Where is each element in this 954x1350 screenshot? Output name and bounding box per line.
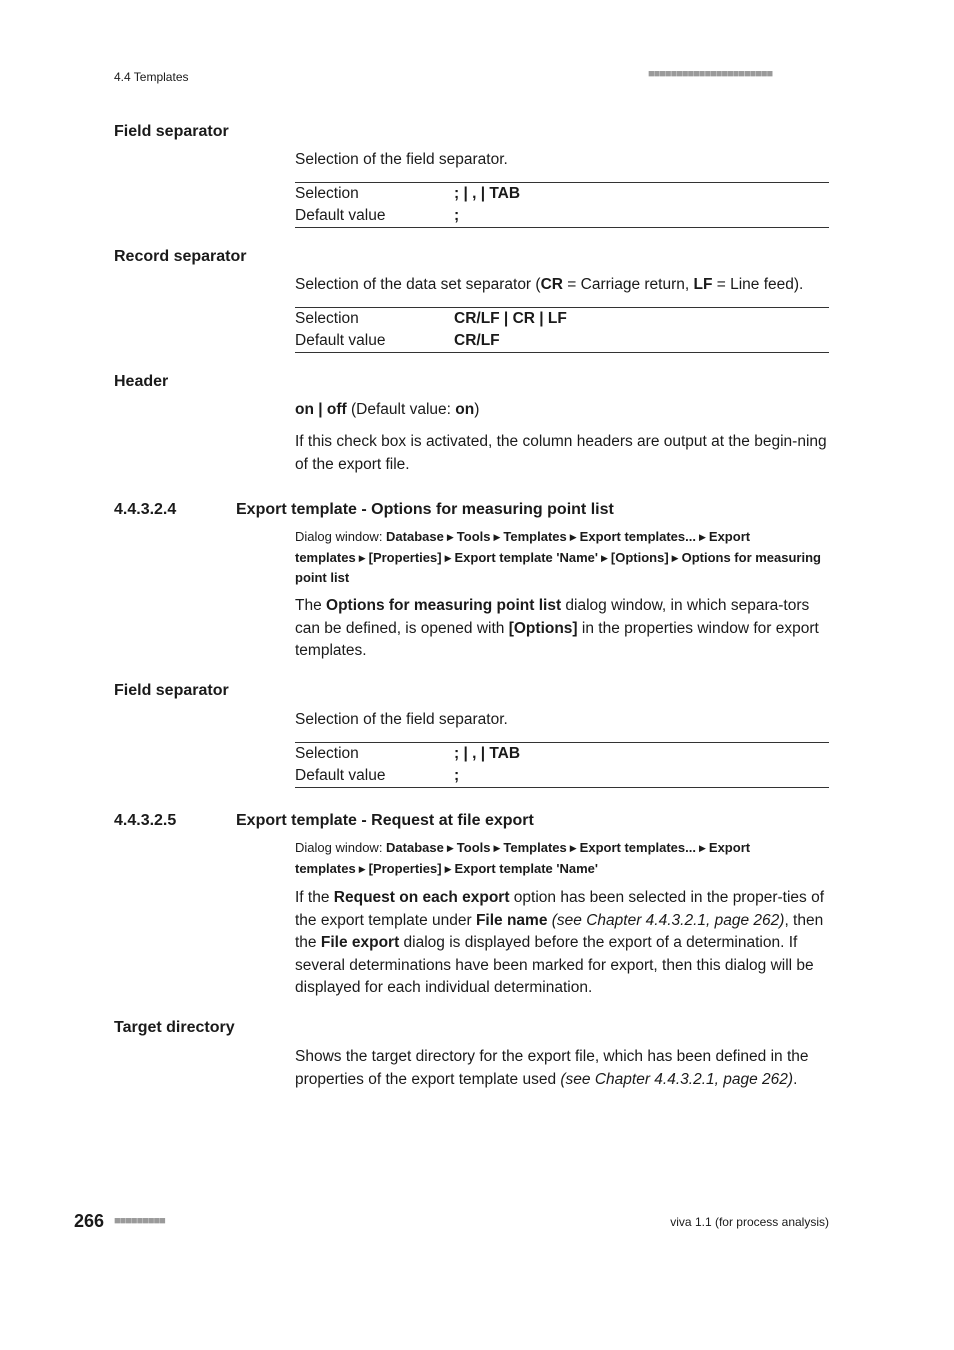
path-arrow-icon: ▶	[493, 532, 501, 542]
default-value: CR/LF	[454, 332, 500, 349]
path-arrow-icon: ▶	[358, 863, 366, 874]
header-heading: Header	[114, 373, 169, 390]
field-separator-table	[295, 182, 829, 228]
selection-key: Selection	[295, 310, 359, 327]
product-name: viva 1.1 (for process analysis)	[670, 1215, 829, 1229]
dialog-path-step: Export templates...	[579, 529, 696, 544]
path-arrow-icon: ▶	[358, 552, 366, 563]
section-heading-4-4-3-2-5: 4.4.3.2.5 Export template - Request at file export	[114, 812, 534, 829]
path-arrow-icon: ▶	[493, 843, 501, 853]
dialog-path-step: Database	[386, 840, 444, 855]
path-arrow-icon: ▶	[569, 532, 577, 542]
dialog-path-step: Database	[386, 529, 444, 544]
selection-key: Selection	[295, 745, 359, 762]
dialog-path-step: Templates	[503, 840, 567, 855]
dialog-path-step: [Properties]	[368, 860, 442, 876]
field-separator-heading: Field separator	[114, 123, 229, 140]
path-arrow-icon: ▶	[446, 843, 454, 853]
table-row	[295, 743, 829, 765]
field-separator-description: Selection of the field separator.	[295, 151, 508, 168]
target-directory-paragraph: Shows the target directory for the export file, which has been defined in the properties of the export template used (see Chapter 4.4.3.2.1, page 262).	[295, 1048, 809, 1088]
table-row	[295, 330, 829, 352]
dialog-path-step: Templates	[503, 529, 567, 544]
header-text: If this check box is activated, the column headers are output at the begin-ning of the export file.	[295, 433, 827, 473]
running-header-dots: ■■■■■■■■■■■■■■■■■■■■■■	[648, 68, 773, 80]
chapter-reference-link: (see Chapter 4.4.3.2.1, page 262)	[551, 911, 785, 929]
table-row	[295, 765, 829, 787]
path-arrow-icon: ▶	[671, 552, 679, 563]
footer-dots: ■■■■■■■■■	[114, 1215, 165, 1227]
dialog-path-step: [Options]	[610, 549, 669, 565]
chapter-reference-link: (see Chapter 4.4.3.2.1, page 262)	[560, 1070, 794, 1088]
dialog-path-step: Options for measuring point list	[295, 549, 821, 585]
default-value: ;	[454, 767, 460, 784]
dialog-path-step: Export templates	[295, 529, 751, 565]
selection-value: ; | , | TAB	[454, 185, 521, 202]
table-row	[295, 205, 829, 227]
dialog-path-step: Export templates	[295, 840, 751, 876]
dialog-path-step: [Properties]	[368, 549, 442, 565]
field-separator-table	[295, 742, 829, 788]
path-arrow-icon: ▶	[446, 532, 454, 542]
default-key: Default value	[295, 332, 386, 349]
running-header-section: 4.4 Templates	[114, 70, 189, 84]
path-arrow-icon: ▶	[698, 532, 706, 542]
dialog-path-step: Export templates...	[579, 840, 696, 855]
selection-value: ; | , | TAB	[454, 745, 521, 762]
selection-key: Selection	[295, 185, 359, 202]
section-heading-4-4-3-2-4: 4.4.3.2.4 Export template - Options for measuring point list	[114, 501, 614, 518]
record-separator-table	[295, 307, 829, 353]
path-arrow-icon: ▶	[444, 552, 452, 563]
dialog-path: Dialog window: Database ▶ Tools ▶ Templates ▶ Export templates... ▶ Export templates ▶ [Properties] ▶ Export template 'Name' ▶ [Options] ▶ Options for measuring point list	[295, 529, 821, 585]
path-arrow-icon: ▶	[600, 552, 608, 563]
dialog-path: Dialog window: Database ▶ Tools ▶ Templates ▶ Export templates... ▶ Export templates ▶ [Properties] ▶ Export template 'Name'	[295, 840, 751, 876]
request-paragraph: If the Request on each export option has been selected in the proper-ties of the export template under File name (see Chapter 4.4.3.2.1, page 262), then the File export dialog is displayed before the export of a determination. If several determinations have been marked for export, then this dialog will be displayed for each individual determination.	[295, 889, 825, 996]
table-row	[295, 308, 829, 330]
default-key: Default value	[295, 207, 386, 224]
dialog-path-step: Tools	[456, 840, 491, 855]
target-directory-heading: Target directory	[114, 1019, 235, 1036]
table-row	[295, 183, 829, 205]
path-arrow-icon: ▶	[444, 863, 452, 874]
header-onoff: on | off (Default value: on)	[295, 401, 480, 418]
page-number: 266	[74, 1211, 105, 1231]
default-value: ;	[454, 207, 460, 224]
default-key: Default value	[295, 767, 386, 784]
dialog-path-step: Tools	[456, 529, 491, 544]
selection-value: CR/LF | CR | LF	[454, 310, 567, 327]
record-separator-heading: Record separator	[114, 248, 247, 265]
dialog-path-step: Export template 'Name'	[454, 549, 598, 565]
options-paragraph: The Options for measuring point list dialog window, in which separa-tors can be defined, is opened with [Options] in the properties window for export templates.	[295, 597, 819, 659]
dialog-path-step: Export template 'Name'	[454, 860, 598, 876]
path-arrow-icon: ▶	[698, 843, 706, 853]
field-separator-heading: Field separator	[114, 682, 229, 699]
record-separator-description: Selection of the data set separator (CR = Carriage return, LF = Line feed).	[295, 276, 804, 293]
field-separator-description: Selection of the field separator.	[295, 711, 508, 728]
path-arrow-icon: ▶	[569, 843, 577, 853]
